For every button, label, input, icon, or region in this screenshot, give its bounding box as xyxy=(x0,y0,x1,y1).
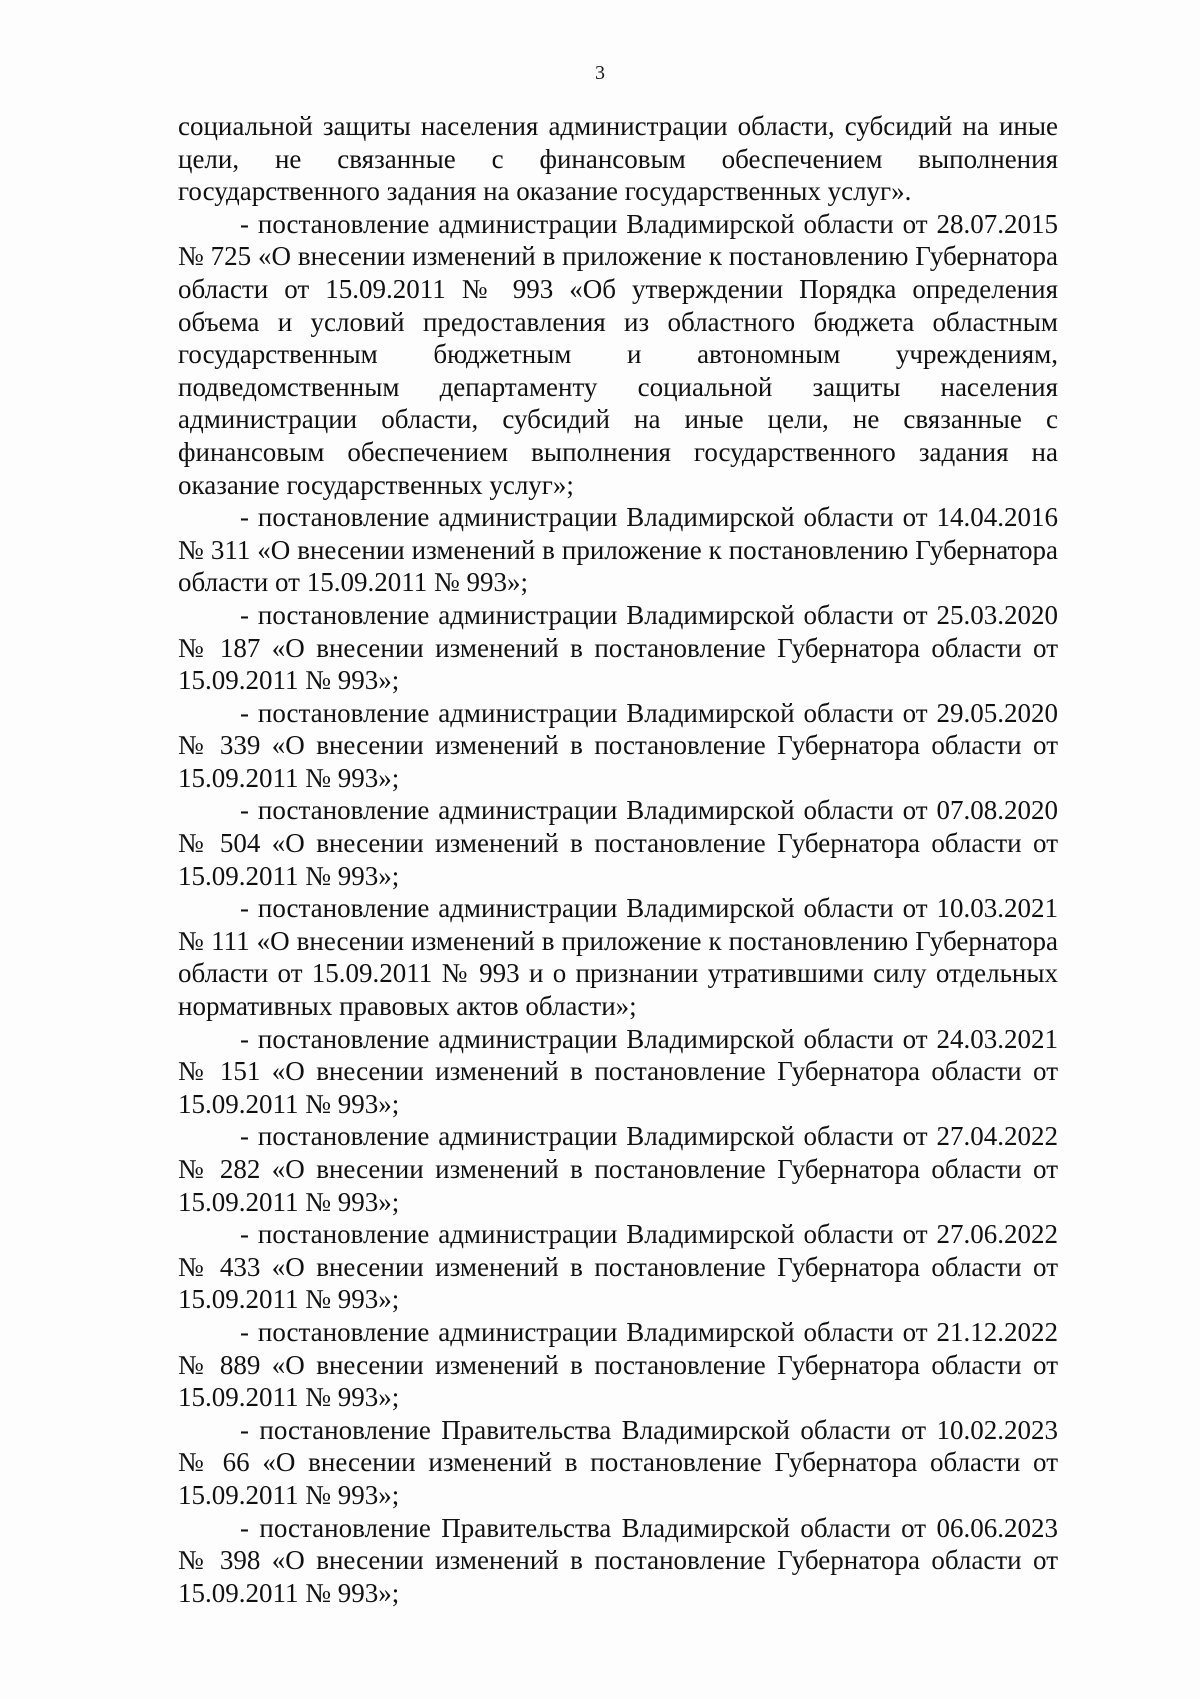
paragraph-continuation: социальной защиты населения администрации области, субсидий на иные цели, не связанные с финансовым обеспечением выполнения государственного задания на оказание государственных услуг». xyxy=(178,111,1058,207)
list-item: - постановление администрации Владимирской области от 28.07.2015 № 725 «О внесении изменений в приложение к постановлению Губернатора области от 15.09.2011 № 993 «Об утверждении Порядка определения объема и условий предоставления из областного бюджета областным государственным бюджетным и автономным учреждениям, подведомственным департаменту социальной защиты населения администрации области, субсидий на иные цели, не связанные с финансовым обеспечением выполнения государственного задания на оказание государственных услуг»; xyxy=(178,208,1058,500)
list-item: - постановление администрации Владимирской области от 07.08.2020 № 504 «О внесении изменений в постановление Губернатора области от 15.09.2011 № 993»; xyxy=(178,795,1058,891)
list-item: - постановление Правительства Владимирской области от 10.02.2023 № 66 «О внесении изменений в постановление Губернатора области от 15.09.2011 № 993»; xyxy=(178,1414,1058,1510)
list-item: - постановление администрации Владимирской области от 27.04.2022 № 282 «О внесении изменений в постановление Губернатора области от 15.09.2011 № 993»; xyxy=(178,1121,1058,1217)
list-item: - постановление администрации Владимирской области от 25.03.2020 № 187 «О внесении изменений в постановление Губернатора области от 15.09.2011 № 993»; xyxy=(178,599,1058,696)
list-item: - постановление администрации Владимирской области от 24.03.2021 № 151 «О внесении изменений в постановление Губернатора области от 15.09.2011 № 993»; xyxy=(178,1023,1058,1119)
document-body xyxy=(178,110,1058,1609)
list-item: - постановление администрации Владимирской области от 21.12.2022 № 889 «О внесении изменений в постановление Губернатора области от 15.09.2011 № 993»; xyxy=(178,1316,1058,1413)
list-item: - постановление администрации Владимирской области от 14.04.2016 № 311 «О внесении изменений в приложение к постановлению Губернатора области от 15.09.2011 № 993»; xyxy=(178,502,1058,598)
list-item: - постановление администрации Владимирской области от 27.06.2022 № 433 «О внесении изменений в постановление Губернатора области от 15.09.2011 № 993»; xyxy=(178,1219,1058,1315)
list-item: - постановление администрации Владимирской области от 29.05.2020 № 339 «О внесении изменений в постановление Губернатора области от 15.09.2011 № 993»; xyxy=(178,697,1058,793)
list-item: - постановление Правительства Владимирской области от 06.06.2023 № 398 «О внесении изменений в постановление Губернатора области от 15.09.2011 № 993»; xyxy=(178,1512,1058,1608)
list-item: - постановление администрации Владимирской области от 10.03.2021 № 111 «О внесении изменений в приложение к постановлению Губернатора области от 15.09.2011 № 993 и о признании утратившими силу отдельных нормативных правовых актов области»; xyxy=(178,893,1058,1022)
page-number: 3 xyxy=(595,62,605,84)
